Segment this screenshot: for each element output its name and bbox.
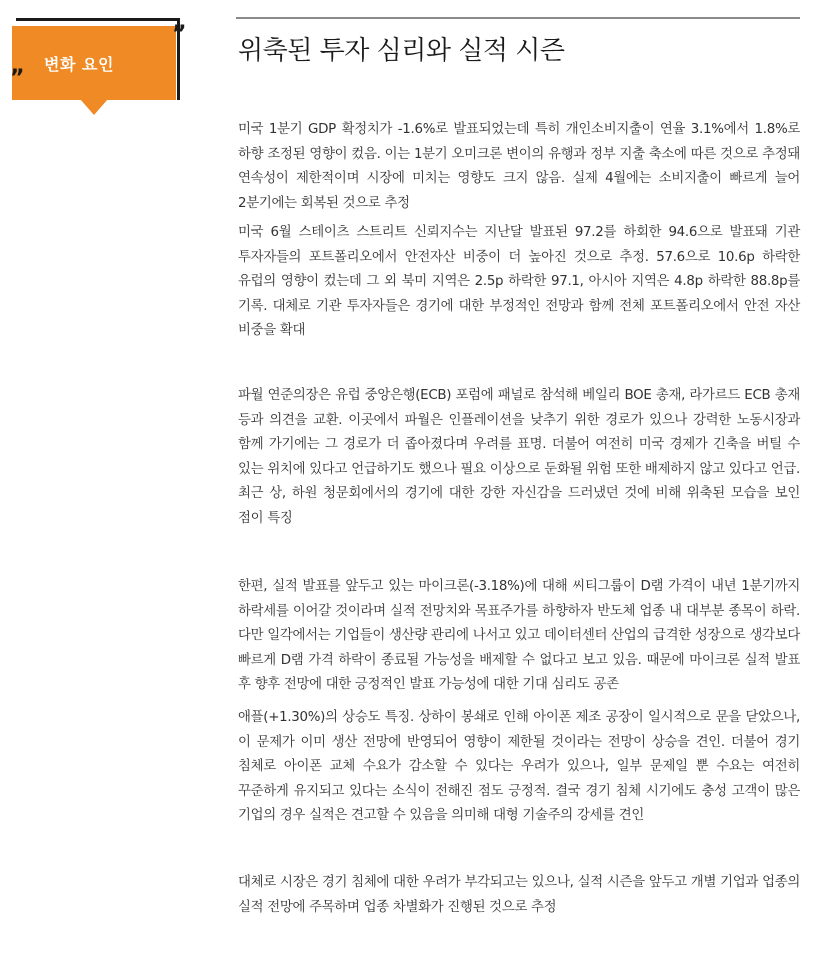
badge-box [12, 26, 176, 100]
section-badge [0, 0, 200, 130]
paragraph-apple: 애플(+1.30%)의 상승도 특징. 상하이 봉쇄로 인해 아이폰 제조 공장이 일시적으로 문을 닫았으나, 이 문제가 이미 생산 전망에 반영되어 영향이 제한될 것이라는 전망이 상승을 견인. 더불어 경기 침체로 아이폰 교체 수요가 감소할 수 있다는 우려가 있으나, 일부 문제일 뿐 수요는 여전히 꾸준하게 유지되고 있다는 소식이 전해진 점도 긍정적. 결국 경기 침체 시기에도 충성 고객이 많은 기업의 경우 실적은 견고할 수 있음을 의미해 대형 기술주의 강세를 견인 [238, 710, 800, 824]
paragraph-state-street: 미국 6월 스테이츠 스트리트 신뢰지수는 지난달 발표된 97.2를 하회한 94.6으로 발표돼 기관 투자자들의 포트폴리오에서 안전자산 비중이 더 높아진 것으로 추정. 57.6으로 10.6p 하락한 유럽의 영향이 컸는데 그 외 북미 지역은 2.5p 하락한 97.1, 아시아 지역은 4.8p 하락한 88.8p를 기록. 대체로 기관 투자자들은 경기에 대한 부정적인 전망과 함께 전체 포트폴리오에서 안전 자산 비중을 확대 [238, 225, 800, 339]
paragraph-summary: 대체로 시장은 경기 침체에 대한 우려가 부각되고는 있으나, 실적 시즌을 앞두고 개별 기업과 업종의 실적 전망에 주목하며 업종 차별화가 진행된 것으로 추정 [238, 875, 800, 915]
badge-label: 변화 요인 [44, 54, 114, 74]
quote-open-icon: ” [10, 66, 25, 91]
paragraph-gdp: 미국 1분기 GDP 확정치가 -1.6%로 발표되었는데 특히 개인소비지출이 연율 3.1%에서 1.8%로 하향 조정된 영향이 컸음. 이는 1분기 오미크론 변이의 유행과 정부 지출 축소에 따른 것으로 추정돼 연속성이 제한적이며 시장에 미치는 영향도 크지 않음. 실제 4월에는 소비지출이 빠르게 늘어 2분기에는 회복된 것으로 추정 [238, 122, 800, 211]
badge-tail [80, 99, 108, 115]
header-rule [236, 17, 800, 19]
paragraph-powell: 파월 연준의장은 유럽 중앙은행(ECB) 포럼에 패널로 참석해 베일리 BOE 총재, 라가르드 ECB 총재 등과 의견을 교환. 이곳에서 파월은 인플레이션을 낮추기 위한 경로가 있으나 강력한 노동시장과 함께 가기에는 그 경로가 더 좁아졌다며 우려를 표명. 더불어 여전히 미국 경제가 긴축을 버틸 수 있는 위치에 있다고 언급하기도 했으나 필요 이상으로 둔화될 위험 또한 배제하지 않고 있다고 언급. 최근 상, 하원 청문회에서의 경기에 대한 강한 자신감을 드러냈던 것에 비해 위축된 모습을 보인 점이 특징 [238, 388, 800, 526]
paragraph-micron: 한편, 실적 발표를 앞두고 있는 마이크론(-3.18%)에 대해 씨티그룹이 D램 가격이 내년 1분기까지 하락세를 이어갈 것이라며 실적 전망치와 목표주가를 하향하자 반도체 업종 내 대부분 종목이 하락. 다만 일각에서는 기업들이 생산량 관리에 나서고 있고 데이터센터 산업의 급격한 성장으로 생각보다 빠르게 D램 가격 하락이 종료될 가능성을 배제할 수 없다고 보고 있음. 때문에 마이크론 실적 발표 후 향후 전망에 대한 긍정적인 발표 가능성에 대한 기대 심리도 공존 [238, 579, 800, 693]
page-title: 위축된 투자 심리와 실적 시즌 [238, 36, 565, 66]
quote-close-icon: ” [172, 22, 187, 47]
